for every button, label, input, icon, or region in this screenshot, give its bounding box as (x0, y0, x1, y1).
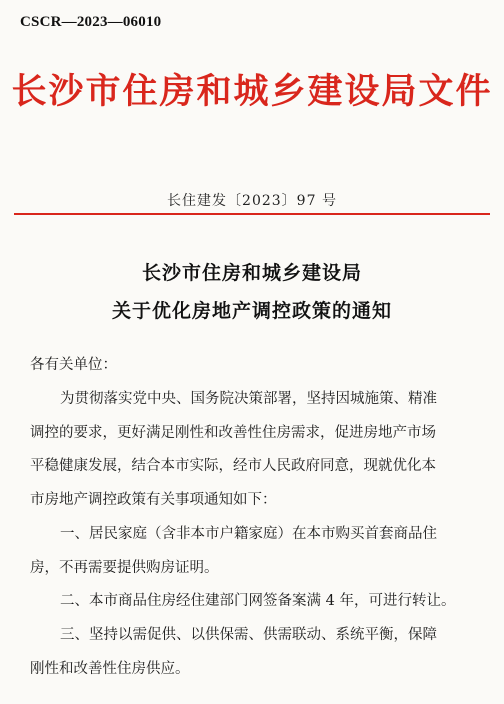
body-line: 刚性和改善性住房供应。 (30, 661, 190, 677)
document-number: 长住建发〔2023〕97 号 (167, 193, 337, 209)
body-line: 市房地产调控政策有关事项通知如下： (30, 492, 277, 508)
red-divider-line (14, 213, 490, 215)
issuing-organization-header: 长沙市住房和城乡建设局文件 (11, 72, 493, 112)
body-line: 房，不再需要提供购房证明。 (30, 560, 219, 576)
body-line: 三、坚持以需促供、以供保需、供需联动、系统平衡，保障 (60, 627, 437, 643)
salutation: 各有关单位： (30, 357, 117, 373)
body-line: 调控的要求，更好满足刚性和改善性住房需求，促进房地产市场 (30, 425, 436, 441)
document-code: CSCR—2023—06010 (20, 14, 162, 30)
body-line: 一、居民家庭（含非本市户籍家庭）在本市购买首套商品住 (60, 526, 437, 542)
body-line: 二、本市商品住房经住建部门网签备案满 4 年，可进行转让。 (60, 593, 456, 609)
document-title-line-2: 关于优化房地产调控政策的通知 (111, 300, 392, 322)
body-line: 平稳健康发展，结合本市实际，经市人民政府同意，现就优化本 (30, 458, 436, 474)
body-line: 为贯彻落实党中央、国务院决策部署，坚持因城施策、精准 (60, 391, 437, 407)
document-title-line-1: 长沙市住房和城乡建设局 (141, 262, 362, 284)
